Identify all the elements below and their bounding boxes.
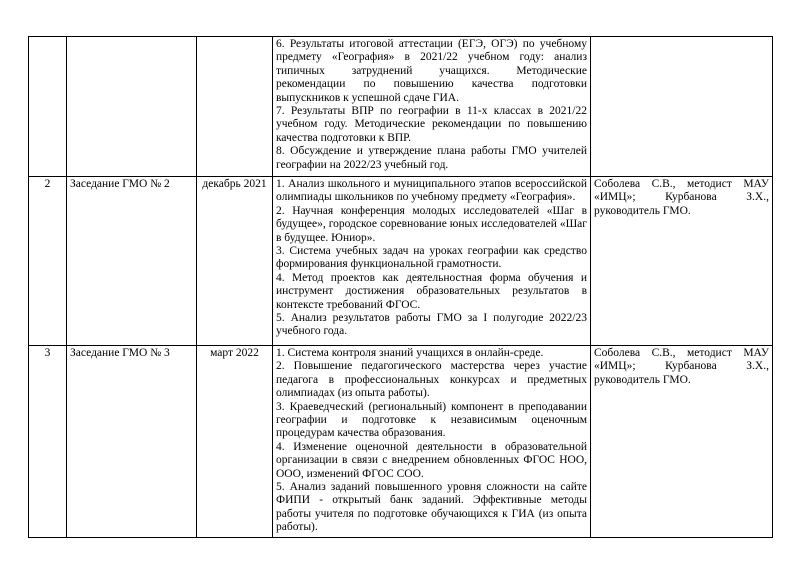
agenda-item: 7. Результаты ВПР по географии в 11-х классах в 2021/22 учебном году. Методические рекомендации по повышению качества подготовки к ВПР.	[276, 105, 587, 144]
responsible-cell: Соболева С.В., методист МАУ «ИМЦ»; Курбанова З.Х., руководитель ГМО.	[591, 177, 773, 346]
responsible-cell	[591, 37, 773, 177]
agenda-cell	[273, 37, 591, 177]
meeting-title-cell: Заседание ГМО № 3	[67, 346, 197, 538]
meeting-date-cell: март 2022	[197, 346, 273, 538]
agenda-item: 1. Система контроля знаний учащихся в онлайн-среде.	[276, 347, 544, 359]
row-number-cell: 3	[29, 346, 67, 538]
agenda-cell	[273, 346, 591, 538]
row-number-cell: 2	[29, 177, 67, 346]
agenda-item: 3. Краеведческий (региональный) компонент в преподавании географии и подготовке к независимым оценочным процедурам качества образования.	[276, 400, 587, 440]
meeting-plan-table	[28, 36, 773, 538]
row-number-cell	[29, 37, 67, 177]
agenda-cell	[273, 177, 591, 346]
agenda-item: 5. Анализ результатов работы ГМО за I полугодие 2022/23 учебного года.	[276, 312, 587, 338]
agenda-item: 6. Результаты итоговой аттестации (ЕГЭ, ОГЭ) по учебному предмету «География» в 2021/22 учебном году: анализ типичных затруднений учащихся. Методические рекомендации по повышению качества подготовки выпускников к успешной сдаче ГИА.	[276, 38, 587, 104]
meeting-title-cell: Заседание ГМО № 2	[67, 177, 197, 346]
agenda-item: 5. Анализ заданий повышенного уровня сложности на сайте ФИПИ - открытый банк заданий. Эффективные методы работы учителя по подготовке обучающихся к ГИА (из опыта работы).	[276, 481, 587, 534]
agenda-item: 8. Обсуждение и утверждение плана работы ГМО учителей географии на 2022/23 учебный год.	[276, 145, 587, 171]
responsible-cell: Соболева С.В., методист МАУ «ИМЦ»; Курбанова З.Х., руководитель ГМО.	[591, 346, 773, 538]
agenda-item: 2. Научная конференция молодых исследователей «Шаг в будущее», городское соревнование юных исследователей «Шаг в будущее. Юниор».	[276, 204, 587, 244]
meeting-title-cell	[67, 37, 197, 177]
agenda-item: 4. Изменение оценочной деятельности в образовательной организации в связи с внедрением обновленных ФГОС НОО, ООО, изменений ФГОС СОО.	[276, 440, 587, 480]
agenda-item: 2. Повышение педагогического мастерства через участие педагога в профессиональных конкурсах и предметных олимпиадах (из опыта работы).	[276, 360, 587, 400]
table-row	[29, 346, 773, 538]
agenda-item: 4. Метод проектов как деятельностная форма обучения и инструмент достижения образовательных результатов в контексте требований ФГОС.	[276, 271, 587, 311]
meeting-date-cell	[197, 37, 273, 177]
table-row	[29, 177, 773, 346]
agenda-item: 1. Анализ школьного и муниципального этапов всероссийской олимпиады школьников по учебному предмету «География».	[276, 178, 587, 204]
agenda-item: 3. Система учебных задач на уроках географии как средство формирования функциональной грамотности.	[276, 245, 587, 271]
table-row	[29, 37, 773, 177]
meeting-date-cell: декабрь 2021	[197, 177, 273, 346]
